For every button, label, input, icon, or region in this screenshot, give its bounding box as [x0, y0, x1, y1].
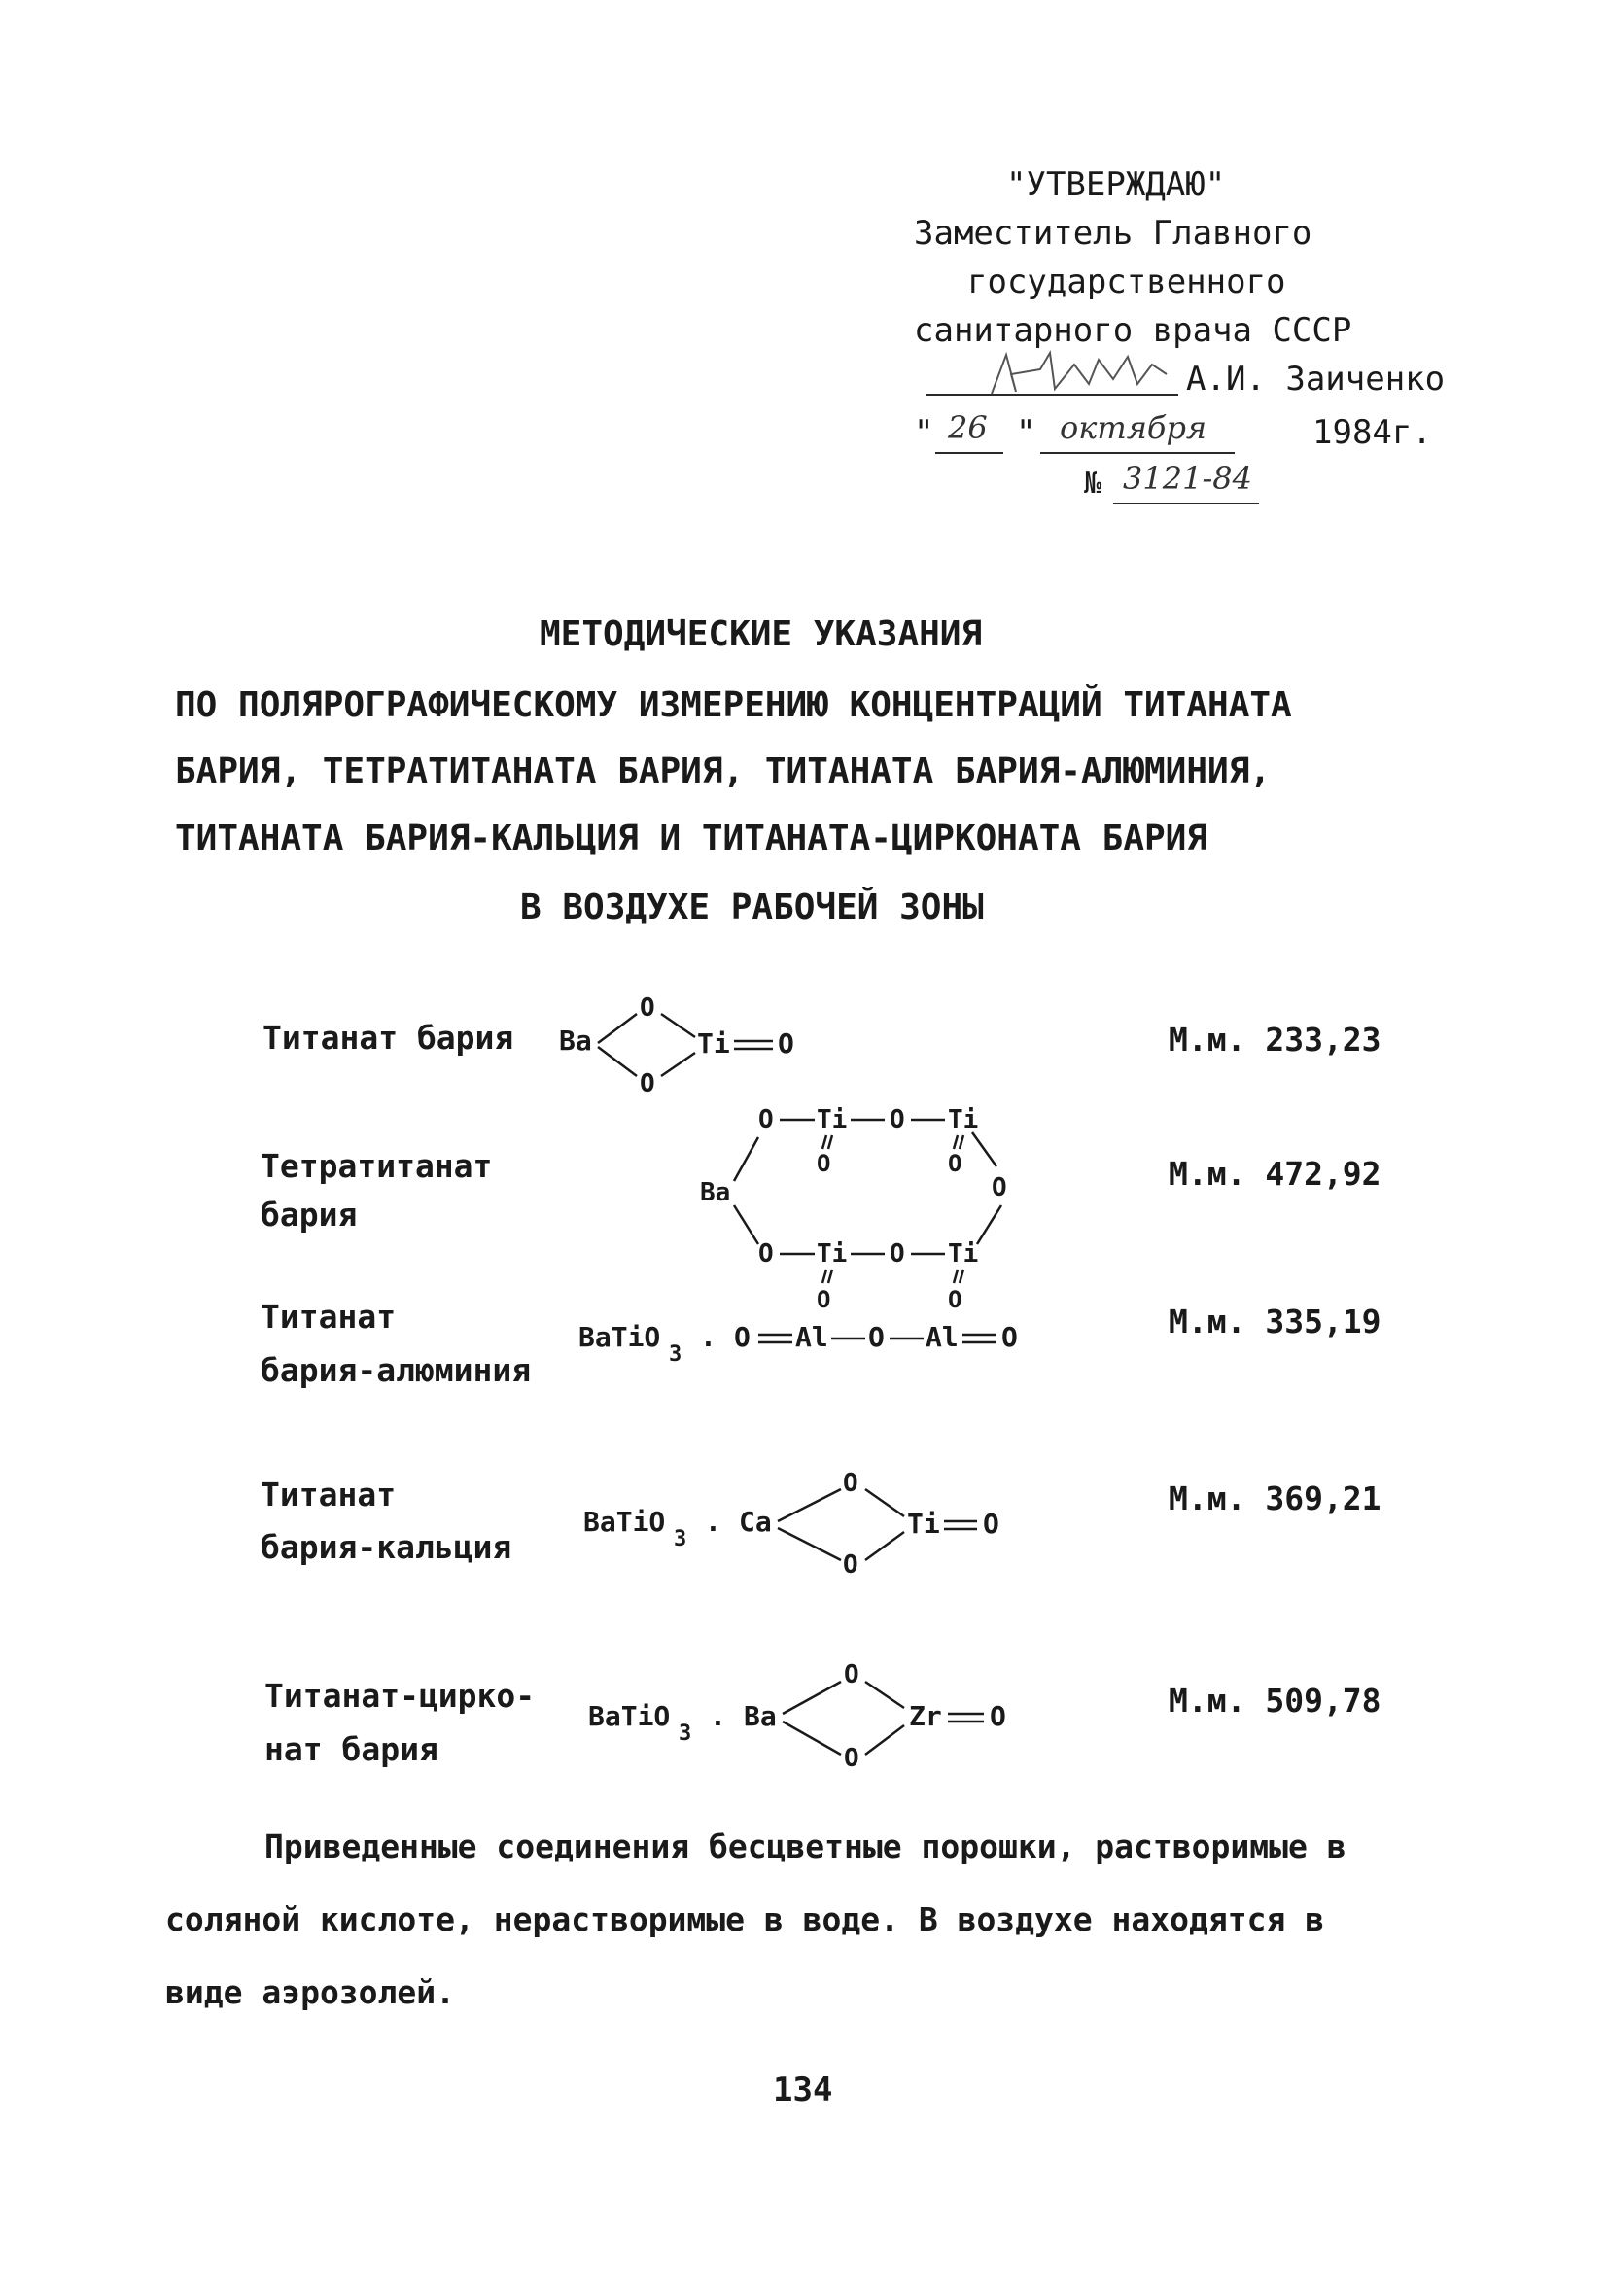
date-day: 26: [948, 409, 988, 446]
svg-text:Ti: Ti: [948, 1105, 979, 1134]
formula-barium-aluminium-titanate: [574, 1307, 1079, 1375]
svg-text:O: O: [640, 1069, 655, 1094]
title-line-5: В ВОЗДУХЕ РАБОЧЕЙ ЗОНЫ: [520, 887, 984, 927]
title-line-1: МЕТОДИЧЕСКИЕ УКАЗАНИЯ: [540, 614, 983, 654]
svg-text:O: O: [758, 1105, 774, 1134]
svg-text:.: .: [700, 1321, 717, 1353]
svg-text:O: O: [843, 1550, 858, 1575]
svg-text:Al: Al: [795, 1321, 828, 1353]
formula-barium-tetratitanate: [681, 1098, 1069, 1322]
svg-text:3: 3: [679, 1722, 692, 1746]
svg-text:O: O: [844, 1660, 859, 1689]
svg-text:.: .: [710, 1700, 726, 1732]
svg-text:O: O: [948, 1286, 962, 1313]
number-underline: [1113, 503, 1259, 504]
svg-text:Ti: Ti: [907, 1508, 940, 1540]
svg-text:Ti: Ti: [817, 1239, 848, 1269]
formula-barium-calcium-titanate: [578, 1468, 1035, 1575]
compound-name-4b: бария-кальция: [261, 1528, 512, 1566]
compound-name-1: Титанат бария: [262, 1019, 514, 1057]
number-value: 3121-84: [1123, 460, 1252, 497]
svg-text:3: 3: [669, 1342, 682, 1367]
svg-text:O: O: [890, 1105, 905, 1134]
compound-name-2b: бария: [261, 1196, 358, 1234]
approval-line-3: санитарного врача СССР: [914, 311, 1352, 350]
svg-text:BaTiO: BaTiO: [578, 1321, 661, 1353]
svg-text:Ti: Ti: [948, 1239, 979, 1269]
svg-text:O: O: [868, 1321, 885, 1353]
svg-text:Ti: Ti: [697, 1027, 730, 1060]
page-number: 134: [773, 2070, 833, 2109]
date-prefix: ": [914, 413, 934, 452]
svg-text:Al: Al: [926, 1321, 959, 1353]
svg-text:Ba: Ba: [559, 1025, 592, 1057]
paragraph-line-2: соляной кислоте, нерастворимые в воде. В воздухе находятся в: [165, 1900, 1325, 1938]
paragraph-line-1: Приведенные соединения бесцветные порошки, растворимые в: [264, 1827, 1346, 1865]
date-month: октября: [1060, 409, 1207, 446]
svg-text:O: O: [1001, 1321, 1018, 1353]
number-prefix: №: [1084, 467, 1102, 501]
svg-text:O: O: [990, 1700, 1006, 1732]
approval-line-2: государственного: [967, 262, 1286, 301]
svg-text:BaTiO: BaTiO: [583, 1506, 666, 1538]
svg-text:.: .: [705, 1506, 721, 1538]
molar-mass-1: М.м. 233,23: [1169, 1021, 1381, 1059]
svg-text:O: O: [992, 1173, 1007, 1202]
svg-text:O: O: [843, 1469, 858, 1498]
svg-text:O: O: [758, 1239, 774, 1269]
svg-text:Ba: Ba: [744, 1700, 777, 1732]
svg-text:O: O: [983, 1508, 999, 1540]
svg-text:BaTiO: BaTiO: [588, 1700, 671, 1732]
compound-name-5a: Титанат-цирко-: [264, 1677, 536, 1715]
compound-name-4a: Титанат: [261, 1476, 397, 1513]
compound-name-3b: бария-алюминия: [261, 1351, 532, 1389]
molar-mass-3: М.м. 335,19: [1169, 1303, 1381, 1340]
signer-name: А.И. Заиченко: [1186, 360, 1446, 399]
formula-barium-titanate: [554, 987, 826, 1094]
svg-text:O: O: [640, 993, 655, 1023]
title-line-4: ТИТАНАТА БАРИЯ-КАЛЬЦИЯ И ТИТАНАТА-ЦИРКОНАТА БАРИЯ: [175, 818, 1208, 858]
svg-text:Ca: Ca: [739, 1506, 772, 1538]
svg-text:3: 3: [674, 1527, 687, 1551]
title-line-3: БАРИЯ, ТЕТРАТИТАНАТА БАРИЯ, ТИТАНАТА БАРИЯ-АЛЮМИНИЯ,: [175, 751, 1272, 791]
signature-handwritten: [982, 345, 1206, 403]
date-day-underline: [935, 452, 1003, 454]
svg-text:O: O: [734, 1321, 751, 1353]
molar-mass-5: М.м. 509,78: [1169, 1682, 1381, 1720]
formula-barium-titanate-zirconate: [583, 1657, 1040, 1769]
compound-name-3a: Титанат: [261, 1298, 397, 1336]
svg-text:O: O: [948, 1150, 962, 1177]
molar-mass-2: М.м. 472,92: [1169, 1155, 1381, 1193]
svg-text:Zr: Zr: [909, 1700, 942, 1732]
compound-name-5b: нат бария: [264, 1730, 438, 1768]
date-mid: ": [1016, 413, 1036, 452]
svg-text:O: O: [778, 1027, 794, 1060]
svg-text:O: O: [890, 1239, 905, 1269]
molar-mass-4: М.м. 369,21: [1169, 1479, 1381, 1517]
svg-text:O: O: [817, 1286, 831, 1313]
compound-name-2a: Тетратитанат: [261, 1147, 493, 1185]
approval-heading: "УТВЕРЖДАЮ": [1006, 165, 1226, 204]
approval-line-1: Заместитель Главного: [914, 214, 1312, 253]
date-year: 1984г.: [1312, 413, 1432, 452]
title-line-2: ПО ПОЛЯРОГРАФИЧЕСКОМУ ИЗМЕРЕНИЮ КОНЦЕНТРАЦИЙ ТИТАНАТА: [175, 685, 1292, 725]
svg-text:Ba: Ba: [700, 1178, 731, 1207]
svg-text:O: O: [844, 1744, 859, 1769]
svg-text:O: O: [817, 1150, 831, 1177]
paragraph-line-3: виде аэрозолей.: [165, 1973, 456, 2011]
svg-text:Ti: Ti: [817, 1105, 848, 1134]
